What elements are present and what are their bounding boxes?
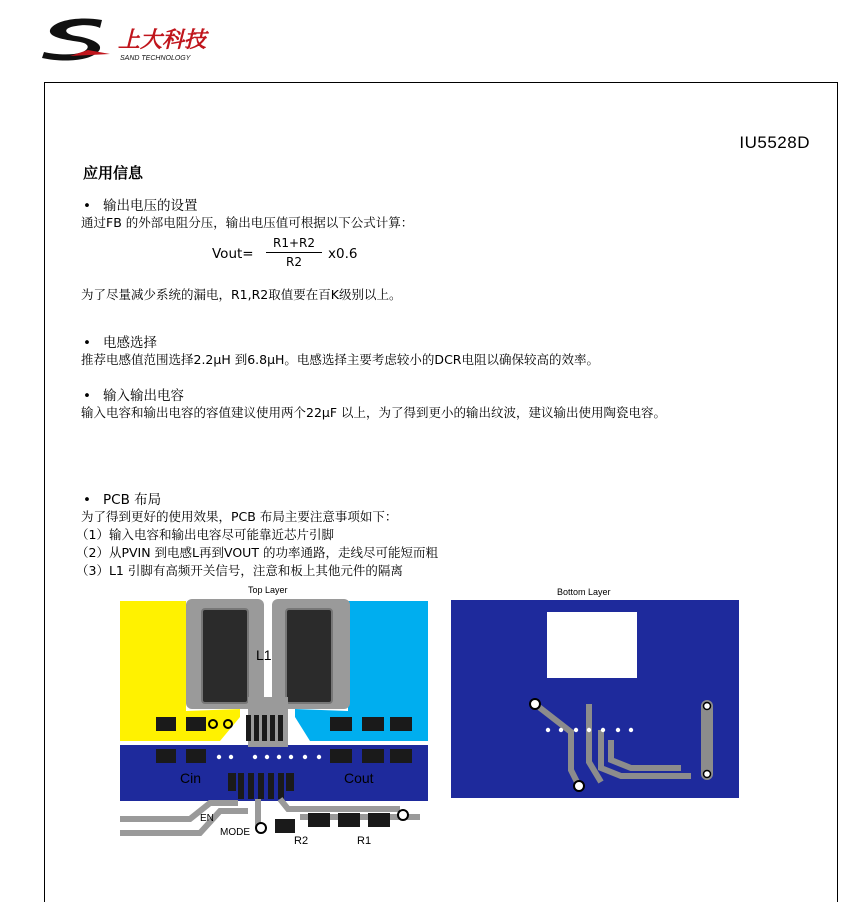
label-r2: R2 — [294, 835, 309, 847]
section-title-pcb: • PCB 布局 — [83, 492, 162, 508]
pcb-item-3: （3）L1 引脚有高频开关信号，注意和板上其他元件的隔离 — [76, 563, 403, 578]
section-title-inductor: • 电感选择 — [83, 335, 157, 351]
inductor-pad-right — [286, 609, 332, 703]
capacitor-text: 输入电容和输出电容的容值建议使用两个22μF 以上，为了得到更小的输出纹波，建议输出使用陶瓷电容。 — [81, 405, 667, 420]
formula-fraction — [266, 236, 322, 269]
formula-lhs: Vout= — [212, 246, 254, 262]
bottom-keepout — [547, 612, 637, 678]
output-voltage-text: 通过FB 的外部电阻分压，输出电压值可根据以下公式计算： — [81, 215, 414, 230]
logo-en-text: SAND TECHNOLOGY — [120, 55, 191, 62]
pcb-item-2: （2）从PVIN 到电感L再到VOUT 的功率通路，走线尽可能短而粗 — [76, 545, 438, 560]
pcb-item-1: （1）输入电容和输出电容尽可能靠近芯片引脚 — [76, 527, 334, 542]
label-mode: MODE — [220, 827, 250, 838]
vout-copper — [348, 601, 428, 741]
top-layer-title: Top Layer — [248, 585, 288, 595]
label-en: EN — [200, 813, 214, 824]
formula-rhs: x0.6 — [328, 246, 358, 262]
part-number: IU5528D — [739, 133, 810, 152]
label-l1: L1 — [256, 647, 272, 663]
bottom-layer-title: Bottom Layer — [557, 587, 611, 597]
inductor-pad-left — [202, 609, 248, 703]
label-r1: R1 — [357, 835, 372, 847]
vin-copper — [120, 601, 186, 741]
inductor-text: 推荐电感值范围选择2.2μH 到6.8μH。电感选择主要考虑较小的DCR电阻以确保较高的效率。 — [81, 352, 599, 367]
pcb-intro: 为了得到更好的使用效果，PCB 布局主要注意事项如下： — [81, 509, 398, 524]
label-cout: Cout — [344, 770, 374, 786]
label-cin: Cin — [180, 770, 202, 786]
formula-denominator: R2 — [286, 255, 302, 269]
s-logo-icon — [42, 18, 110, 60]
formula-numerator: R1+R2 — [266, 236, 322, 253]
company-logo — [40, 14, 230, 66]
top-layer-figure — [120, 597, 430, 847]
section-title-capacitor: • 输入输出电容 — [83, 388, 184, 404]
bottom-layer-figure — [451, 600, 741, 800]
section-title-output-voltage: • 输出电压的设置 — [83, 198, 198, 214]
leakage-note: 为了尽量减少系统的漏电，R1,R2取值要在百K级别以上。 — [81, 287, 402, 302]
section-heading: 应用信息 — [83, 164, 144, 182]
logo-cn-text: 上大科技 — [118, 27, 207, 52]
